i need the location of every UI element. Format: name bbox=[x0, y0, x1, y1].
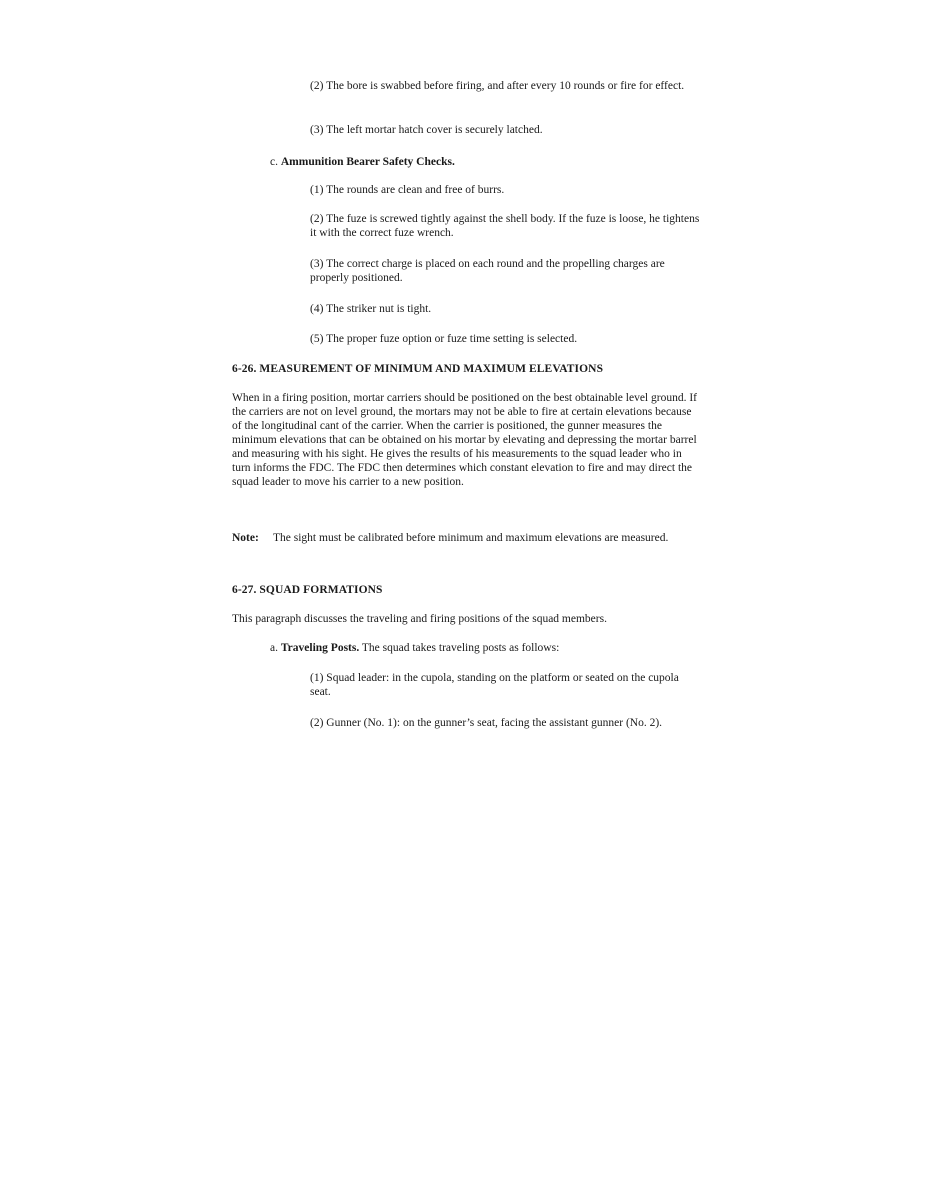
ammo-check-3: (3) The correct charge is placed on each round and the propelling charges are properly positioned. bbox=[310, 258, 665, 284]
safety-item-3: (3) The left mortar hatch cover is securely latched. bbox=[310, 124, 543, 136]
post-item-1: (1) Squad leader: in the cupola, standing on the platform or seated on the cupola seat. bbox=[310, 672, 679, 698]
ammo-check-4: (4) The striker nut is tight. bbox=[310, 303, 432, 315]
traveling-posts-heading: a. Traveling Posts. The squad takes traveling posts as follows: bbox=[270, 642, 560, 654]
section-627-intro: This paragraph discusses the traveling and firing positions of the squad members. bbox=[232, 613, 607, 625]
ammo-check-5: (5) The proper fuze option or fuze time setting is selected. bbox=[310, 333, 578, 345]
section-626-heading: 6-26. MEASUREMENT OF MINIMUM AND MAXIMUM ELEVATIONS bbox=[232, 363, 604, 375]
section-626-body: When in a firing position, mortar carriers should be positioned on the best obtainable level ground. If the carriers are not on level ground, the mortars may not be able to fire at certain elevations because of the longitudinal cant of the carrier. When the carrier is positioned, the gunner measures the minimum elevations that can be obtained on his mortar by elevating and depressing the mortar barrel and measuring with his sight. He gives the results of his measurements to the squad leader who in turn informs the FDC. The FDC then determines which constant elevation to fire and may direct the squad leader to move his carrier to a new position. bbox=[232, 392, 697, 488]
note-text: The sight must be calibrated before minimum and maximum elevations are measured. bbox=[273, 532, 669, 544]
ammo-check-2: (2) The fuze is screwed tightly against the shell body. If the fuze is loose, he tightens it with the correct fuze wrench. bbox=[310, 213, 700, 239]
section-c-heading: c. Ammunition Bearer Safety Checks. bbox=[270, 156, 455, 168]
safety-item-2: (2) The bore is swabbed before firing, and after every 10 rounds or fire for effect. bbox=[310, 80, 685, 92]
section-627-heading: 6-27. SQUAD FORMATIONS bbox=[232, 584, 383, 596]
post-item-2: (2) Gunner (No. 1): on the gunner’s seat, facing the assistant gunner (No. 2). bbox=[310, 717, 663, 729]
note-label: Note: bbox=[232, 532, 259, 544]
ammo-check-1: (1) The rounds are clean and free of burrs. bbox=[310, 184, 505, 196]
